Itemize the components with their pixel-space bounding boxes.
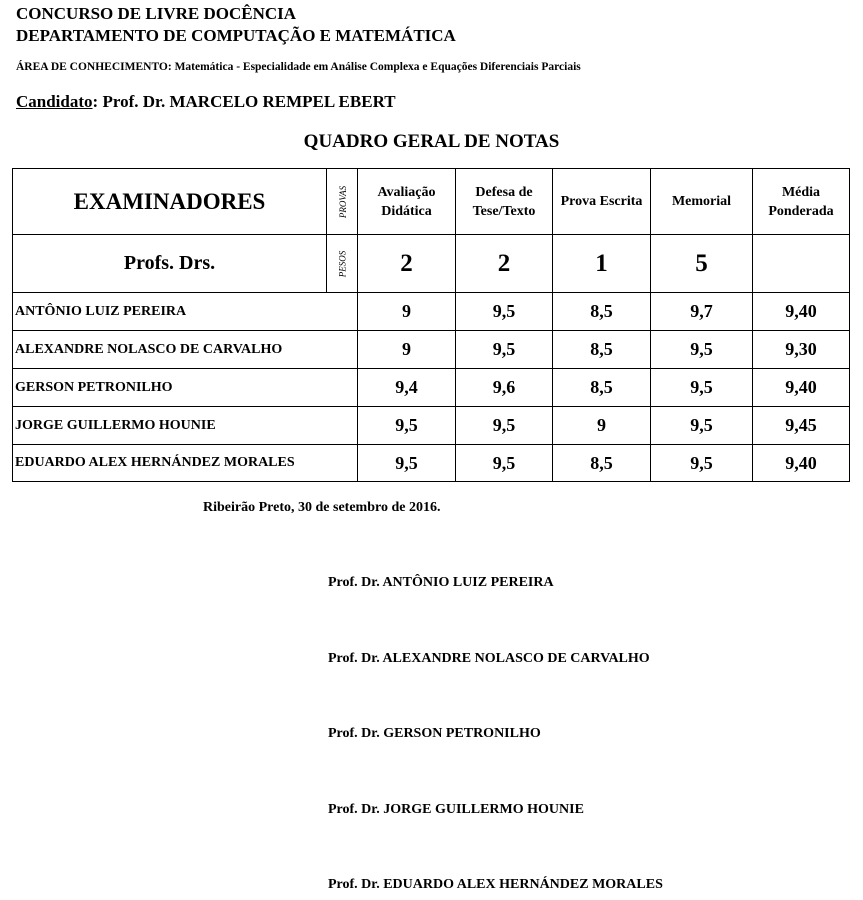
score-cell: 8,5 bbox=[553, 369, 651, 407]
signature-line: Prof. Dr. ANTÔNIO LUIZ PEREIRA bbox=[328, 575, 554, 590]
signature-line: Prof. Dr. ALEXANDRE NOLASCO DE CARVALHO bbox=[328, 651, 650, 666]
examiner-name: JORGE GUILLERMO HOUNIE bbox=[13, 407, 358, 445]
examiner-name: ANTÔNIO LUIZ PEREIRA bbox=[13, 293, 358, 331]
score-cell: 9,5 bbox=[358, 407, 456, 445]
score-cell: 9,5 bbox=[456, 293, 553, 331]
place-date: Ribeirão Preto, 30 de setembro de 2016. bbox=[203, 500, 441, 515]
score-cell: 9,5 bbox=[651, 331, 753, 369]
table-title: QUADRO GERAL DE NOTAS bbox=[303, 131, 560, 152]
score-cell: 9 bbox=[553, 407, 651, 445]
candidate-name: : Prof. Dr. MARCELO REMPEL EBERT bbox=[92, 92, 396, 111]
weight-prova-escrita: 1 bbox=[553, 235, 651, 293]
table-row bbox=[13, 293, 850, 331]
col-header-defesa: Defesa de Tese/Texto bbox=[456, 169, 553, 235]
pesos-label: PESOS bbox=[327, 235, 358, 293]
examiner-name: ALEXANDRE NOLASCO DE CARVALHO bbox=[13, 331, 358, 369]
contest-title: CONCURSO DE LIVRE DOCÊNCIA bbox=[16, 4, 297, 23]
weight-memorial: 5 bbox=[651, 235, 753, 293]
score-cell: 9,5 bbox=[651, 369, 753, 407]
score-cell: 9,40 bbox=[753, 369, 850, 407]
score-cell: 9,45 bbox=[753, 407, 850, 445]
score-cell: 9,5 bbox=[358, 445, 456, 482]
examiner-name: EDUARDO ALEX HERNÁNDEZ MORALES bbox=[13, 445, 358, 482]
table-row bbox=[13, 331, 850, 369]
score-cell: 9,40 bbox=[753, 445, 850, 482]
score-cell: 8,5 bbox=[553, 293, 651, 331]
candidate-label: Candidato bbox=[16, 92, 93, 111]
score-cell: 9,5 bbox=[456, 445, 553, 482]
provas-label: PROVAS bbox=[327, 169, 358, 235]
col-header-prova-escrita: Prova Escrita bbox=[553, 169, 651, 235]
weights-row bbox=[13, 235, 850, 293]
score-cell: 9,5 bbox=[456, 331, 553, 369]
col-header-didatica: Avaliação Didática bbox=[358, 169, 456, 235]
score-cell: 9,4 bbox=[358, 369, 456, 407]
examiner-name: GERSON PETRONILHO bbox=[13, 369, 358, 407]
col-header-media: Média Ponderada bbox=[753, 169, 850, 235]
profs-label: Profs. Drs. bbox=[13, 235, 327, 293]
weight-media bbox=[753, 235, 850, 293]
signature-line: Prof. Dr. EDUARDO ALEX HERNÁNDEZ MORALES bbox=[328, 877, 663, 892]
weight-didatica: 2 bbox=[358, 235, 456, 293]
weight-defesa: 2 bbox=[456, 235, 553, 293]
score-cell: 9,6 bbox=[456, 369, 553, 407]
score-cell: 9 bbox=[358, 331, 456, 369]
table-row bbox=[13, 445, 850, 482]
grades-table bbox=[12, 168, 850, 482]
header-row bbox=[13, 169, 850, 235]
score-cell: 9,30 bbox=[753, 331, 850, 369]
knowledge-area: ÁREA DE CONHECIMENTO: Matemática - Especialidade em Análise Complexa e Equações Diferenciais Parciais bbox=[16, 61, 581, 73]
score-cell: 9,5 bbox=[651, 407, 753, 445]
table-row bbox=[13, 369, 850, 407]
examiners-header: EXAMINADORES bbox=[13, 169, 327, 235]
score-cell: 9,40 bbox=[753, 293, 850, 331]
score-cell: 9 bbox=[358, 293, 456, 331]
score-cell: 9,5 bbox=[456, 407, 553, 445]
table-row bbox=[13, 407, 850, 445]
signature-line: Prof. Dr. JORGE GUILLERMO HOUNIE bbox=[328, 802, 584, 817]
candidate-line bbox=[16, 92, 396, 112]
score-cell: 8,5 bbox=[553, 331, 651, 369]
score-cell: 9,7 bbox=[651, 293, 753, 331]
score-cell: 8,5 bbox=[553, 445, 651, 482]
signature-line: Prof. Dr. GERSON PETRONILHO bbox=[328, 726, 541, 741]
col-header-memorial: Memorial bbox=[651, 169, 753, 235]
department-title: DEPARTAMENTO DE COMPUTAÇÃO E MATEMÁTICA bbox=[16, 26, 456, 45]
score-cell: 9,5 bbox=[651, 445, 753, 482]
